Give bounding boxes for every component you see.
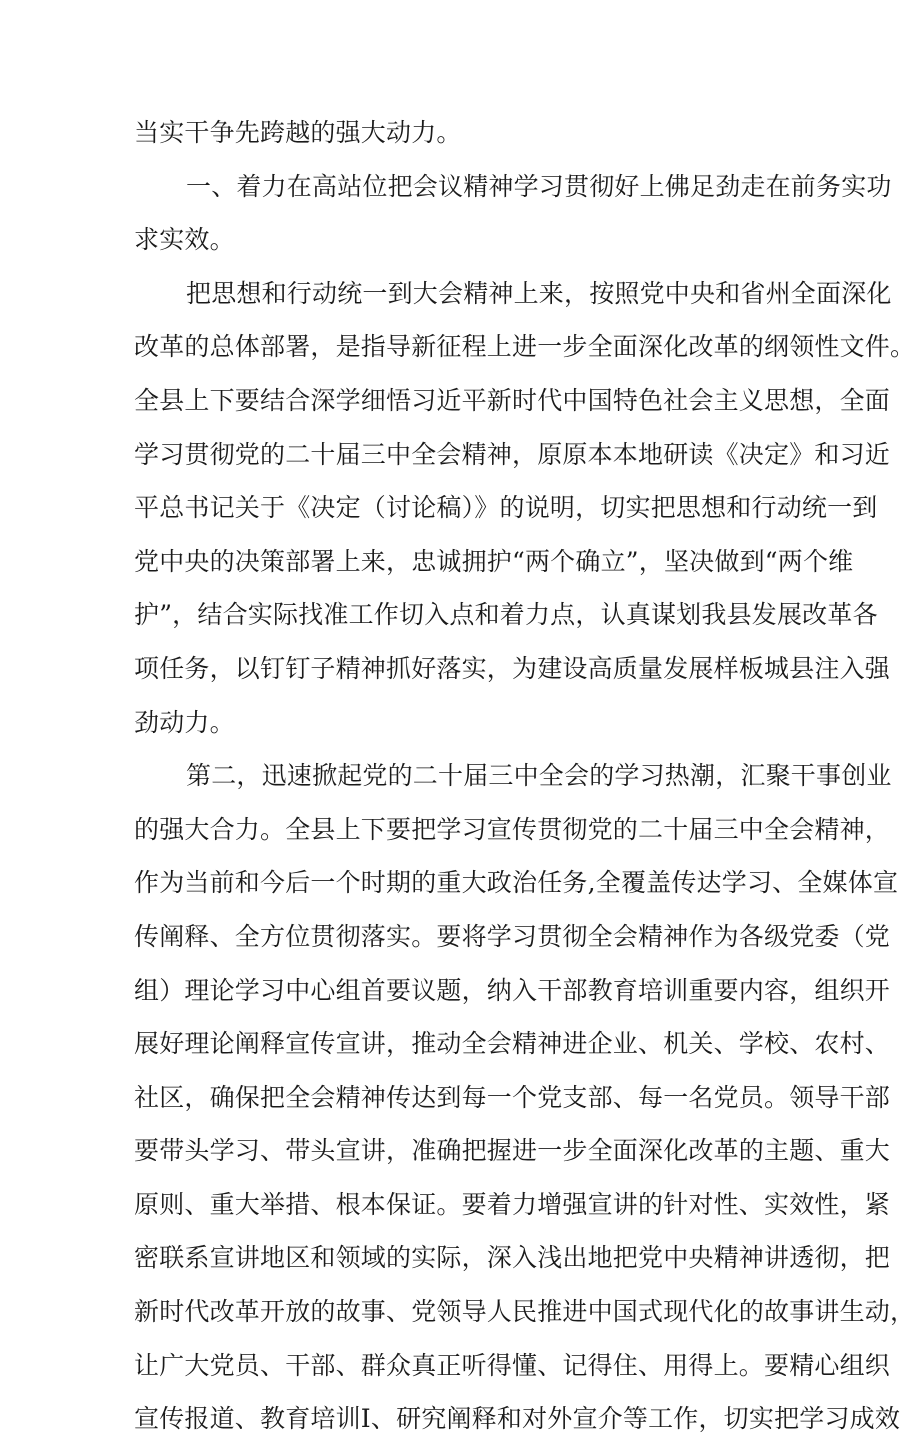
text-line: 劲动力。 — [134, 707, 235, 737]
text-line: 传阐释、全方位贯彻落实。要将学习贯彻全会精神作为各级党委（党 — [134, 921, 891, 951]
text-line: 全县上下要结合深学细悟习近平新时代中国特色社会主义思想，全面 — [134, 385, 891, 415]
section-heading-line: 一、着力在高站位把会议精神学习贯彻好上佛足劲走在前务实功 — [186, 171, 892, 201]
text-line: 要带头学习、带头宣讲，准确把握进一步全面深化改革的主题、重大 — [134, 1136, 891, 1166]
body-text — [134, 106, 916, 1446]
text-line: 展好理论阐释宣传宣讲，推动全会精神进企业、机关、学校、农村、 — [134, 1029, 891, 1059]
text-line: 第二，迅速掀起党的二十届三中全会的学习热潮，汇聚干事创业 — [186, 761, 892, 791]
text-line: 护”，结合实际找准工作切入点和着力点，认真谋划我县发展改革各 — [134, 600, 878, 630]
text-line: 宣传报道、教育培训I、研究阐释和对外宣介等工作，切实把学习成效 — [134, 1404, 901, 1434]
text-line: 密联系宣讲地区和领域的实际，深入浅出地把党中央精神讲透彻，把 — [134, 1243, 891, 1273]
text-line: 当实干争先跨越的强大动力。 — [134, 118, 462, 147]
text-line: 组）理论学习中心组首要议题，纳入干部教育培训重要内容，组织开 — [134, 975, 891, 1005]
text-line: 把思想和行动统一到大会精神上来，按照党中央和省州全面深化 — [186, 278, 892, 308]
text-line: 党中央的决策部署上来，忠诚拥护“两个确立”，坚决做到“两个维 — [134, 546, 854, 576]
text-line: 改革的总体部署，是指导新征程上进一步全面深化改革的纲领性文件。 — [134, 332, 916, 362]
text-line: 作为当前和今后一个时期的重大政治任务,全覆盖传达学习、全媒体宣 — [134, 868, 899, 898]
text-line: 让广大党员、干部、群众真正听得懂、记得住、用得上。要精心组织 — [134, 1350, 891, 1380]
text-line: 平总书记关于《决定（讨论稿）》的说明，切实把思想和行动统一到 — [134, 493, 878, 523]
text-line: 社区，确保把全会精神传达到每一个党支部、每一名党员。领导干部 — [134, 1082, 891, 1112]
text-line: 新时代改革开放的故事、党领导人民推进中国式现代化的故事讲生动， — [134, 1297, 916, 1327]
text-line: 的强大合力。全县上下要把学习宣传贯彻党的二十届三中全会精神， — [134, 814, 891, 844]
text-line: 学习贯彻党的二十届三中全会精神，原原本本地研读《决定》和习近 — [134, 439, 891, 469]
text-line: 项任务，以钉钉子精神抓好落实，为建设高质量发展样板城县注入强 — [134, 653, 891, 683]
section-heading-line: 求实效。 — [134, 225, 235, 255]
text-line: 原则、重大举措、根本保证。要着力增强宣讲的针对性、实效性，紧 — [134, 1189, 891, 1219]
